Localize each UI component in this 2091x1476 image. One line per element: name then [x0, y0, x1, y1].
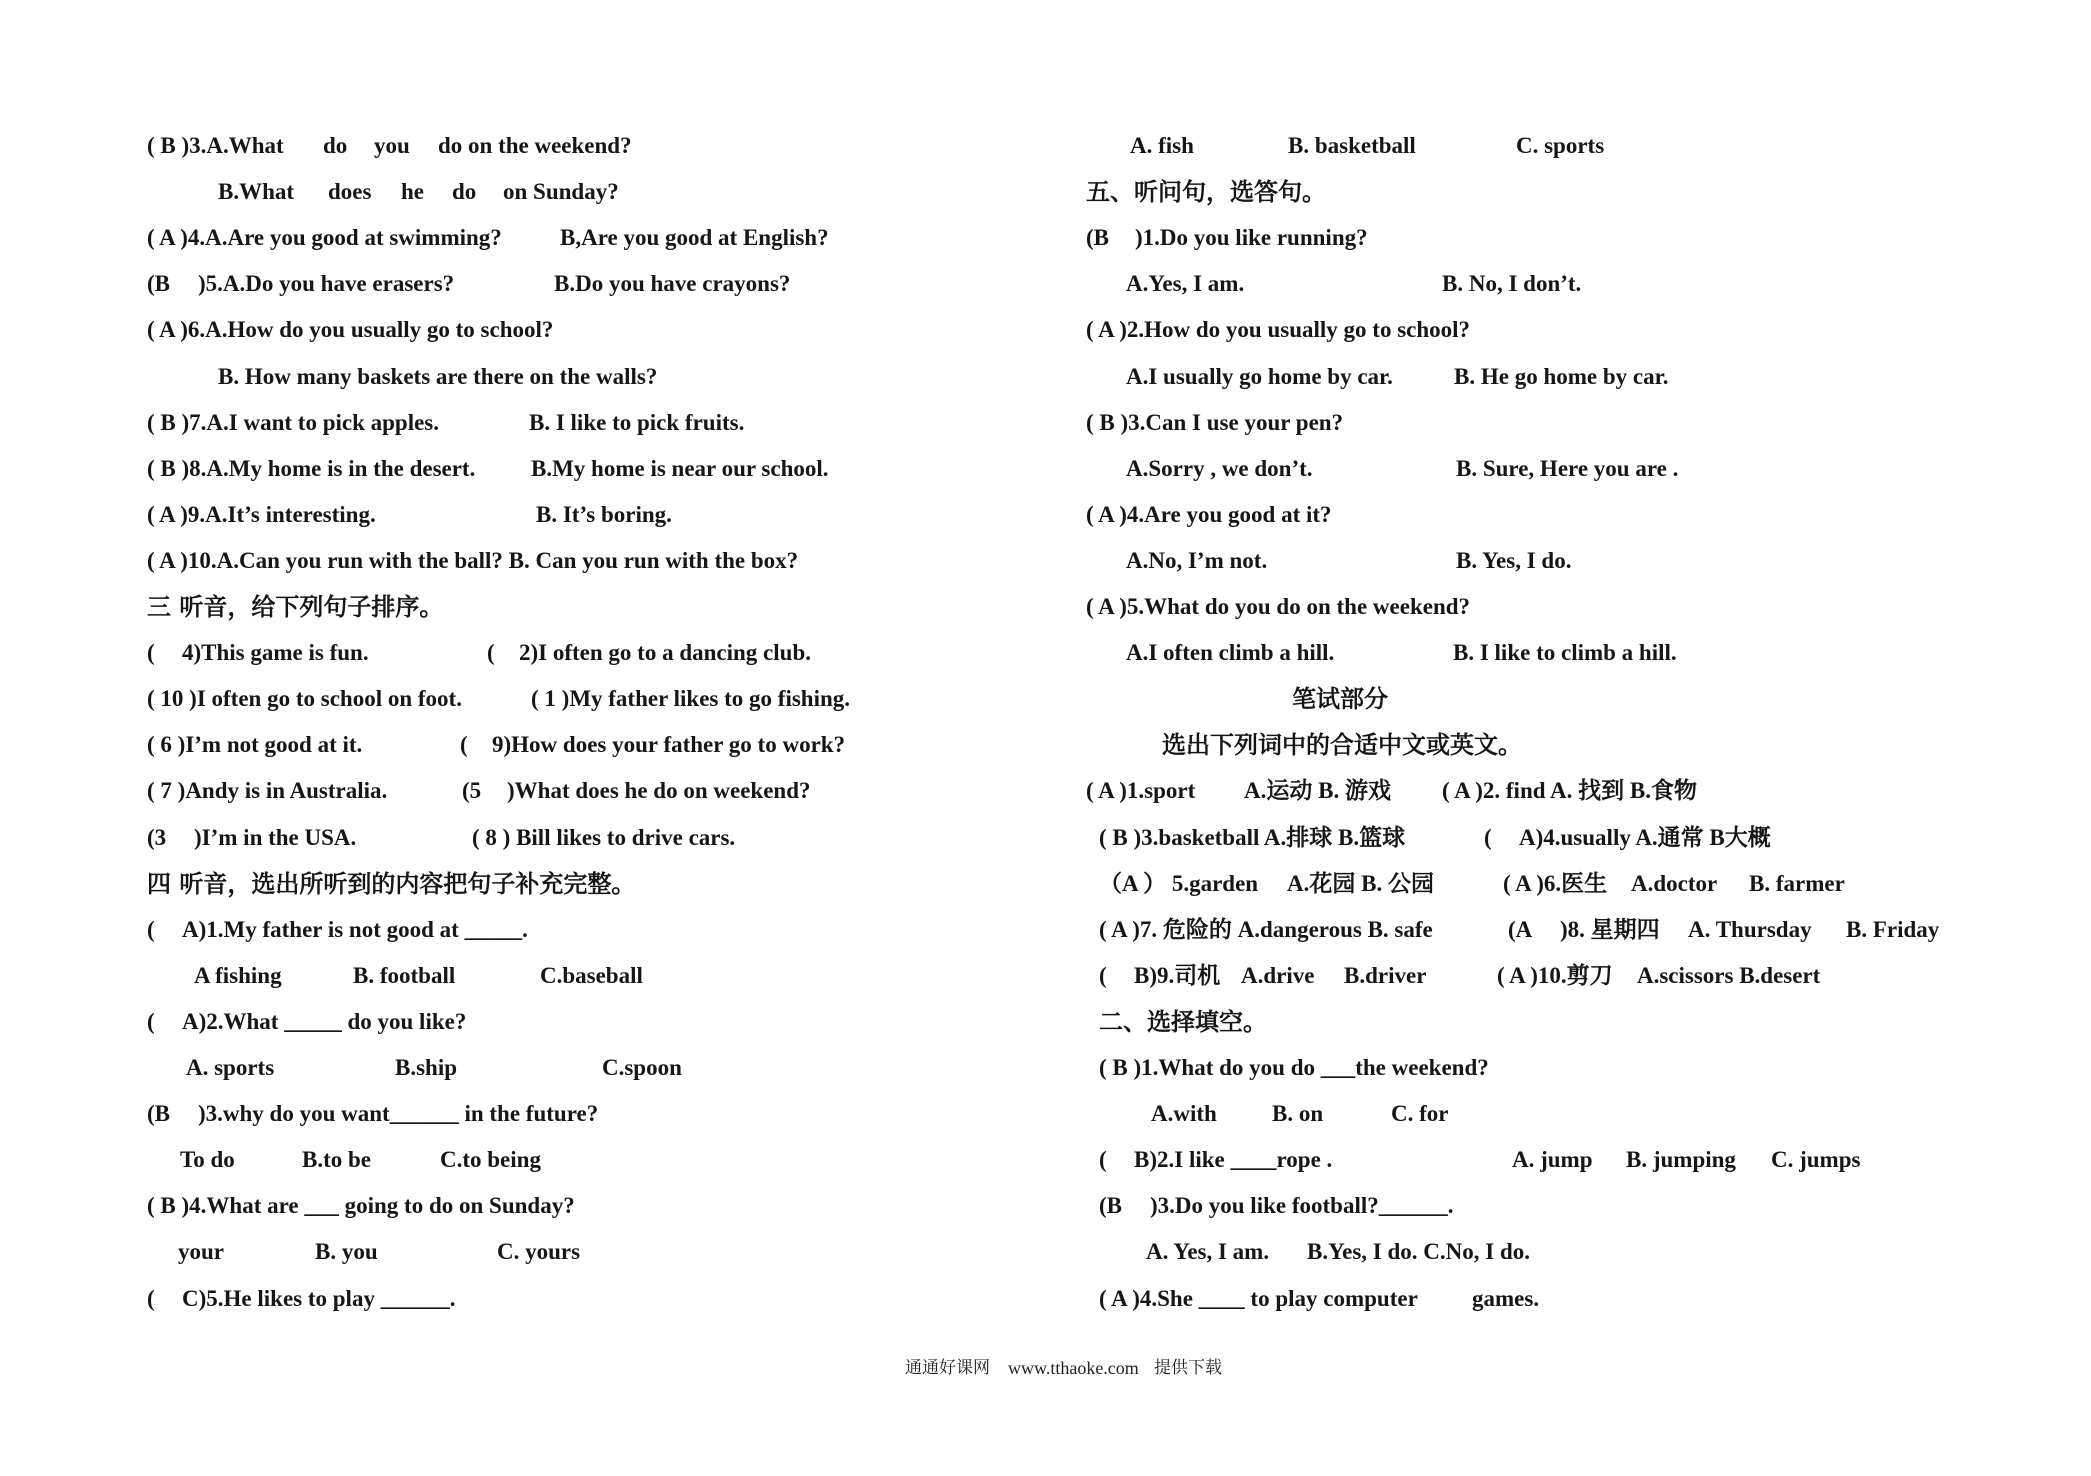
page-footer: [0, 1355, 2091, 1381]
option-text: B. jumping: [1626, 1147, 1736, 1172]
section-heading: 选出下列词中的合适中文或英文。: [1162, 731, 1522, 759]
option-text: does: [328, 179, 372, 204]
answer-bracket: (: [1099, 963, 1107, 988]
question-text: ( 7 )Andy is in Australia.: [147, 778, 388, 803]
option-text: B. you: [315, 1239, 378, 1264]
worksheet-line: [0, 400, 1040, 446]
worksheet-line: [0, 123, 1040, 169]
option-text: B. basketball: [1288, 133, 1416, 158]
question-text: ( A )5.What do you do on the weekend?: [1086, 594, 1471, 619]
question-text: 2)I often go to a dancing club.: [519, 640, 811, 665]
worksheet-line: [0, 722, 1040, 768]
question-text: )I’m in the USA.: [194, 825, 357, 850]
option-text: B. football: [353, 963, 456, 988]
question-text: ( A )10.剪刀: [1497, 963, 1613, 988]
option-text: C. for: [1391, 1101, 1449, 1126]
question-text: ( A )4.She ____ to play computer: [1099, 1286, 1418, 1311]
question-text: ( A )9.A.It’s interesting.: [147, 502, 376, 527]
section-heading: 三 听音，给下列句子排序。: [147, 593, 444, 621]
option-text: A.I usually go home by car.: [1126, 364, 1393, 389]
question-text: ( A )2. find A. 找到 B.食物: [1442, 778, 1697, 803]
worksheet-line: [0, 861, 1040, 907]
worksheet-line: [1040, 492, 2091, 538]
question-text: A)4.usually A.通常 B大概: [1519, 825, 1771, 850]
question-text: do on the weekend?: [438, 133, 632, 158]
worksheet-line: [1040, 722, 2091, 768]
option-text: B. Yes, I do.: [1456, 548, 1572, 573]
option-text: B.to be: [302, 1147, 371, 1172]
question-text: )8. 星期四: [1560, 917, 1660, 942]
footer-url: www.tthaoke.com: [1008, 1358, 1139, 1378]
worksheet-line: [1040, 907, 2091, 953]
question-text: )5.A.Do you have erasers?: [198, 271, 455, 296]
option-text: C.to being: [440, 1147, 541, 1172]
option-text: A fishing: [194, 963, 282, 988]
question-text: C)5.He likes to play ______.: [182, 1286, 456, 1311]
worksheet-line: [1040, 123, 2091, 169]
worksheet-line: [1040, 1183, 2091, 1229]
answer-bracket: (B: [1099, 1193, 1122, 1218]
option-text: B. on: [1272, 1101, 1324, 1126]
question-text: ( 1 )My father likes to go fishing.: [531, 686, 851, 711]
option-text: B. Sure, Here you are .: [1456, 456, 1679, 481]
question-text: ( A )4.Are you good at it?: [1086, 502, 1332, 527]
worksheet-line: [1040, 953, 2091, 999]
option-text: A. Yes, I am.: [1146, 1239, 1270, 1264]
option-text: C. jumps: [1771, 1147, 1861, 1172]
option-text: B,Are you good at English?: [560, 225, 829, 250]
question-text: 4)This game is fun.: [182, 640, 369, 665]
question-text: ( 10 )I often go to school on foot.: [147, 686, 462, 711]
section-heading: 二、选择填空。: [1099, 1008, 1267, 1036]
answer-bracket: (B: [1086, 225, 1109, 250]
answer-bracket: (: [1484, 825, 1492, 850]
question-text: A)2.What _____ do you like?: [182, 1009, 467, 1034]
question-text: you: [374, 133, 410, 158]
question-text: games.: [1472, 1286, 1540, 1311]
answer-bracket: (B: [147, 271, 170, 296]
worksheet-line: [1040, 815, 2091, 861]
answer-bracket: (: [147, 640, 155, 665]
worksheet-line: [1040, 1137, 2091, 1183]
right-column: [1040, 0, 2091, 1476]
section-heading: 四 听音，选出所听到的内容把句子补充完整。: [147, 870, 636, 898]
question-text: ( 8 ) Bill likes to drive cars.: [472, 825, 736, 850]
question-text: )1.Do you like running?: [1135, 225, 1368, 250]
worksheet-line: [0, 676, 1040, 722]
question-text: ( A )1.sport: [1086, 778, 1196, 803]
question-text: ( B )3.A.What: [147, 133, 284, 158]
option-text: B.My home is near our school.: [531, 456, 829, 481]
section-heading: 笔试部分: [1292, 685, 1388, 713]
answer-bracket: (: [460, 732, 468, 757]
question-text: ( A )10.A.Can you run with the ball? B. Can you run with the box?: [147, 548, 799, 573]
question-text: ( B )3.basketball A.排球 B.篮球: [1099, 825, 1406, 850]
question-text: )3.why do you want______ in the future?: [198, 1101, 599, 1126]
worksheet-line: [0, 446, 1040, 492]
worksheet-line: [0, 307, 1040, 353]
question-text: ( B )7.A.I want to pick apples.: [147, 410, 440, 435]
option-text: A. jump: [1512, 1147, 1593, 1172]
worksheet-line: [0, 907, 1040, 953]
answer-bracket: (: [147, 1009, 155, 1034]
worksheet-line: [1040, 1229, 2091, 1275]
worksheet-line: [0, 999, 1040, 1045]
worksheet-line: [0, 215, 1040, 261]
section-heading: 五、听问句，选答句。: [1086, 178, 1326, 206]
option-text: B.What: [218, 179, 295, 204]
option-text: A.doctor: [1631, 871, 1718, 896]
answer-bracket: (: [147, 917, 155, 942]
worksheet-line: [0, 1276, 1040, 1322]
option-text: A.I often climb a hill.: [1126, 640, 1335, 665]
question-text: A)1.My father is not good at _____.: [182, 917, 528, 942]
worksheet-line: [1040, 446, 2091, 492]
question-text: do: [323, 133, 348, 158]
worksheet-line: [0, 538, 1040, 584]
question-text: B)2.I like ____rope .: [1134, 1147, 1333, 1172]
question-text: ( A )7. 危险的 A.dangerous B. safe: [1099, 917, 1433, 942]
option-text: C. sports: [1516, 133, 1605, 158]
option-text: A.with: [1151, 1101, 1217, 1126]
worksheet-line: [1040, 169, 2091, 215]
worksheet-line: [0, 1183, 1040, 1229]
worksheet-line: [1040, 538, 2091, 584]
option-text: A.运动 B. 游戏: [1244, 778, 1391, 803]
option-text: C. yours: [497, 1239, 581, 1264]
option-text: on Sunday?: [503, 179, 619, 204]
option-text: B. I like to pick fruits.: [529, 410, 745, 435]
option-text: B. How many baskets are there on the walls?: [218, 364, 658, 389]
worksheet-line: [1040, 1276, 2091, 1322]
worksheet-line: [0, 1045, 1040, 1091]
option-text: A.drive: [1241, 963, 1315, 988]
worksheet-line: [1040, 307, 2091, 353]
option-text: To do: [180, 1147, 235, 1172]
worksheet-line: [1040, 676, 2091, 722]
option-text: B.Do you have crayons?: [554, 271, 791, 296]
option-text: A. fish: [1130, 133, 1194, 158]
option-text: B.Yes, I do. C.No, I do.: [1307, 1239, 1531, 1264]
question-text: ( B )4.What are ___ going to do on Sunday?: [147, 1193, 575, 1218]
worksheet-line: [1040, 400, 2091, 446]
worksheet-line: [0, 492, 1040, 538]
worksheet-line: [1040, 584, 2091, 630]
question-text: ( 6 )I’m not good at it.: [147, 732, 363, 757]
answer-bracket: (A: [1508, 917, 1533, 942]
left-column: [0, 0, 1040, 1476]
answer-bracket: (: [487, 640, 495, 665]
worksheet-line: [1040, 999, 2091, 1045]
option-text: do: [452, 179, 477, 204]
worksheet-line: [1040, 354, 2091, 400]
worksheet-line: [0, 169, 1040, 215]
option-text: A.Yes, I am.: [1126, 271, 1245, 296]
worksheet-line: [1040, 1045, 2091, 1091]
question-text: )What does he do on weekend?: [507, 778, 811, 803]
worksheet-line: [0, 261, 1040, 307]
worksheet-line: [0, 1091, 1040, 1137]
option-text: A.Sorry , we don’t.: [1126, 456, 1313, 481]
worksheet-line: [0, 953, 1040, 999]
question-text: （A ） 5.garden: [1099, 871, 1259, 896]
worksheet-line: [0, 584, 1040, 630]
worksheet-line: [1040, 861, 2091, 907]
option-text: A.No, I’m not.: [1126, 548, 1268, 573]
worksheet-line: [1040, 1091, 2091, 1137]
worksheet-line: [0, 815, 1040, 861]
footer-download-note: 提供下载: [1154, 1358, 1222, 1378]
option-text: B. I like to climb a hill.: [1453, 640, 1677, 665]
option-text: B. farmer: [1749, 871, 1845, 896]
footer-site-name: 通通好课网: [905, 1358, 990, 1378]
option-text: B.ship: [395, 1055, 458, 1080]
worksheet-line: [1040, 261, 2091, 307]
option-text: your: [178, 1239, 224, 1264]
answer-bracket: (B: [147, 1101, 170, 1126]
answer-bracket: (: [1099, 1147, 1107, 1172]
option-text: A. Thursday: [1688, 917, 1812, 942]
option-text: B. He go home by car.: [1454, 364, 1669, 389]
worksheet-line: [1040, 215, 2091, 261]
question-text: ( A )2.How do you usually go to school?: [1086, 317, 1471, 342]
option-text: A. sports: [186, 1055, 275, 1080]
worksheet-line: [0, 630, 1040, 676]
question-text: )3.Do you like football?______.: [1150, 1193, 1454, 1218]
answer-bracket: (5: [462, 778, 482, 803]
option-text: A.scissors B.desert: [1637, 963, 1821, 988]
question-text: B)9.司机: [1134, 963, 1221, 988]
option-text: A.花园 B. 公园: [1287, 871, 1434, 896]
question-text: ( B )3.Can I use your pen?: [1086, 410, 1344, 435]
worksheet-line: [0, 768, 1040, 814]
option-text: C.spoon: [602, 1055, 682, 1080]
worksheet-line: [0, 1137, 1040, 1183]
question-text: ( B )1.What do you do ___the weekend?: [1099, 1055, 1489, 1080]
answer-bracket: (: [147, 1286, 155, 1311]
option-text: B. Friday: [1846, 917, 1940, 942]
question-text: ( A )6.医生: [1503, 871, 1608, 896]
question-text: ( A )6.A.How do you usually go to school?: [147, 317, 554, 342]
worksheet-line: [0, 354, 1040, 400]
option-text: C.baseball: [540, 963, 643, 988]
option-text: he: [401, 179, 424, 204]
question-text: 9)How does your father go to work?: [492, 732, 846, 757]
answer-bracket: (3: [147, 825, 167, 850]
question-text: ( A )4.A.Are you good at swimming?: [147, 225, 502, 250]
option-text: B. No, I don’t.: [1442, 271, 1582, 296]
option-text: B. It’s boring.: [536, 502, 672, 527]
worksheet-line: [1040, 768, 2091, 814]
worksheet-line: [0, 1229, 1040, 1275]
question-text: ( B )8.A.My home is in the desert.: [147, 456, 476, 481]
worksheet-line: [1040, 630, 2091, 676]
option-text: B.driver: [1344, 963, 1427, 988]
